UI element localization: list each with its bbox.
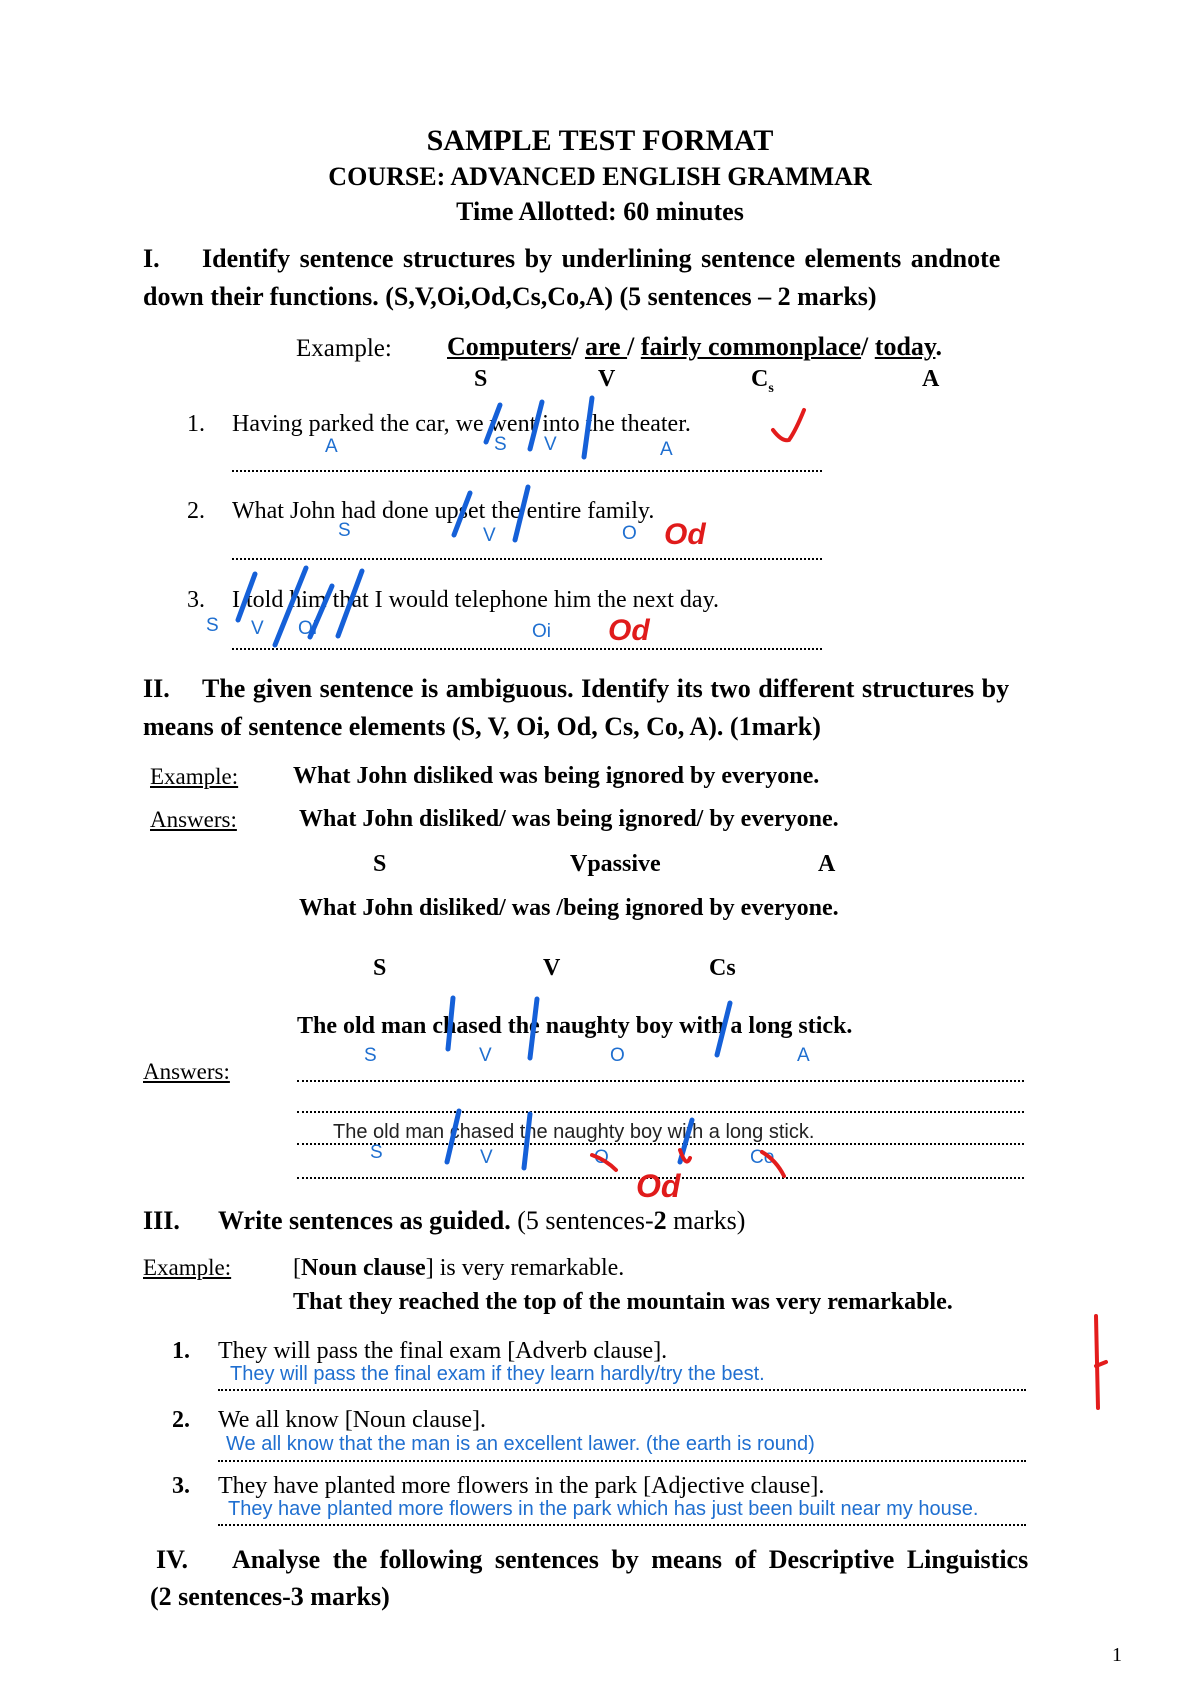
section-2-correction: Od [636,1168,681,1204]
example-tag-cs [751,367,774,396]
section-3-item-2-text: We all know [Noun clause]. [218,1407,486,1433]
question-mark-s: S [364,1045,377,1066]
example-slash: / [571,332,585,361]
section-3-item-2-number: 2. [172,1407,190,1433]
section-3-example-label: Example: [143,1255,232,1280]
question-mark-v: V [479,1045,492,1066]
example-word-commonplace: fairly commonplace [640,332,862,361]
page-title: SAMPLE TEST FORMAT [426,124,774,157]
item-1-mark-a2: A [660,439,673,460]
example-word-computers: Computers [447,332,572,361]
answer-1-tag-vpassive: Vpassive [570,851,661,877]
item-1-text: Having parked the car, we went into the theater. [232,411,691,437]
bracket-mark [1096,1316,1098,1408]
section-3-item-3-number: 3. [172,1473,190,1499]
section-3-instruction-bold: Write sentences as guided. [218,1206,511,1235]
section-2-number: II. [143,674,170,703]
answer-line-3 [297,1143,1024,1145]
handwritten-mark-o: O [594,1147,609,1168]
item-3-number: 3. [187,587,205,613]
item-1-mark-a: A [325,436,338,457]
item-3-mark-oi: Oi [298,618,317,639]
section-3-number: III. [143,1206,180,1235]
example-period: . [935,332,942,361]
answer-1-tag-a: A [818,851,836,877]
item-2-mark-v: V [483,525,496,546]
item-2-text: What John had done upset the entire family. [232,498,655,524]
item-2-answer-line [232,558,822,560]
handwritten-mark-s: S [370,1142,383,1163]
section-1-instruction-line-1: Identify sentence structures by underlining sentence elements andnote [202,244,1001,273]
section-3-example-prompt: [Noun clause] is very remarkable. [293,1255,625,1281]
section-2-answers-label: Answers: [150,807,237,832]
item-1-number: 1. [187,411,205,437]
section-3-example-rest: is very remarkable. [433,1255,625,1281]
section-3-item-2-line [218,1460,1026,1462]
correction-stroke [680,1150,690,1162]
item-1-mark-v: V [544,434,557,455]
section-2-instruction-line-1: The given sentence is ambiguous. Identify its two different structures by [202,674,1010,703]
item-1-answer-line [232,470,822,472]
section-3-item-1-line [218,1389,1026,1391]
handwritten-mark-v: V [480,1147,493,1168]
example-tag-a: A [922,366,940,392]
example-tag-s: S [474,366,488,392]
example-word-are: are [584,332,628,361]
section-1-example-sentence [447,334,942,360]
example-tag-v: V [598,366,616,392]
section-3-item-1-answer: They will pass the final exam if they learn hardly/try the best. [230,1363,765,1385]
section-4-instruction-line-2: (2 sentences-3 marks) [150,1582,390,1611]
section-2-example-label: Example: [150,764,239,789]
section-3-item-3-answer: They have planted more flowers in the park which has just been built near my house. [228,1498,979,1520]
section-3-example-bracket: Noun clause [301,1255,426,1281]
section-4-instruction-line-1: Analyse the following sentences by means of Descriptive Linguistics [232,1545,1029,1574]
answer-line-1 [297,1080,1024,1082]
time-allotted: Time Allotted: 60 minutes [456,197,744,226]
item-2-correction: Od [664,518,706,551]
check-mark [773,410,804,440]
item-1-mark-s: S [494,434,507,455]
section-3-instruction-marks: 2 [653,1206,674,1235]
item-3-mark-v: V [251,618,264,639]
section-2-answers-label-2: Answers: [143,1059,230,1084]
handwritten-mark-co: Co [750,1147,775,1168]
example-slash: / [627,332,641,361]
item-2-number: 2. [187,498,205,524]
answer-2-tag-cs: Cs [709,955,736,981]
example-tag-sub: s [768,380,774,396]
section-1-number: I. [143,244,160,273]
section-3-item-3-line [218,1524,1026,1526]
question-mark-o: O [610,1045,625,1066]
section-3-instruction-pre: (5 sentences- [517,1206,654,1235]
question-mark-a: A [797,1045,810,1066]
section-1-example-label: Example: [296,335,392,362]
example-tag-c: C [751,366,769,392]
section-2-instruction-line-2: means of sentence elements (S, V, Oi, Od, Cs, Co, A). (1mark) [143,712,821,741]
section-2-answer-2: What John disliked/ was /being ignored by everyone. [299,895,839,921]
section-2-example-text: What John disliked was being ignored by everyone. [293,763,820,789]
section-3-item-1-text: They will pass the final exam [Adverb clause]. [218,1338,668,1364]
section-3-item-2-answer: We all know that the man is an excellent lawer. (the earth is round) [226,1433,815,1455]
course-title: COURSE: ADVANCED ENGLISH GRAMMAR [328,162,872,191]
item-2-mark-o: O [622,523,637,544]
answer-line-2 [297,1111,1024,1113]
item-3-correction: Od [608,614,650,647]
answer-2-tag-s: S [373,955,387,981]
section-3-instruction [218,1208,745,1234]
item-3-mark-oi2: Oi [532,621,551,642]
bracket-tick [1096,1362,1106,1366]
item-3-mark-s: S [206,615,219,636]
section-1-instruction-line-2: down their functions. (S,V,Oi,Od,Cs,Co,A) (5 sentences – 2 marks) [143,282,877,311]
page-number: 1 [1112,1644,1122,1666]
section-3-item-3-text: They have planted more flowers in the park [Adjective clause]. [218,1473,825,1499]
answer-2-tag-v: V [543,955,561,981]
answer-1-tag-s: S [373,851,387,877]
section-3-instruction-post: marks) [673,1206,746,1235]
section-3-item-1-number: 1. [172,1338,190,1364]
section-2-answer-1: What John disliked/ was being ignored/ by everyone. [299,806,839,832]
section-4-number: IV. [156,1545,189,1574]
handwritten-answer: The old man chased the naughty boy with a long stick. [333,1121,815,1143]
example-slash: / [861,332,875,361]
item-3-answer-line [232,648,822,650]
item-3-text: I told him that I would telephone him the next day. [232,587,720,613]
section-2-question: The old man chased the naughty boy with a long stick. [297,1013,853,1039]
section-3-example-answer: That they reached the top of the mountain was very remarkable. [293,1289,953,1315]
item-2-mark-s: S [338,520,351,541]
example-word-today: today [874,332,936,361]
